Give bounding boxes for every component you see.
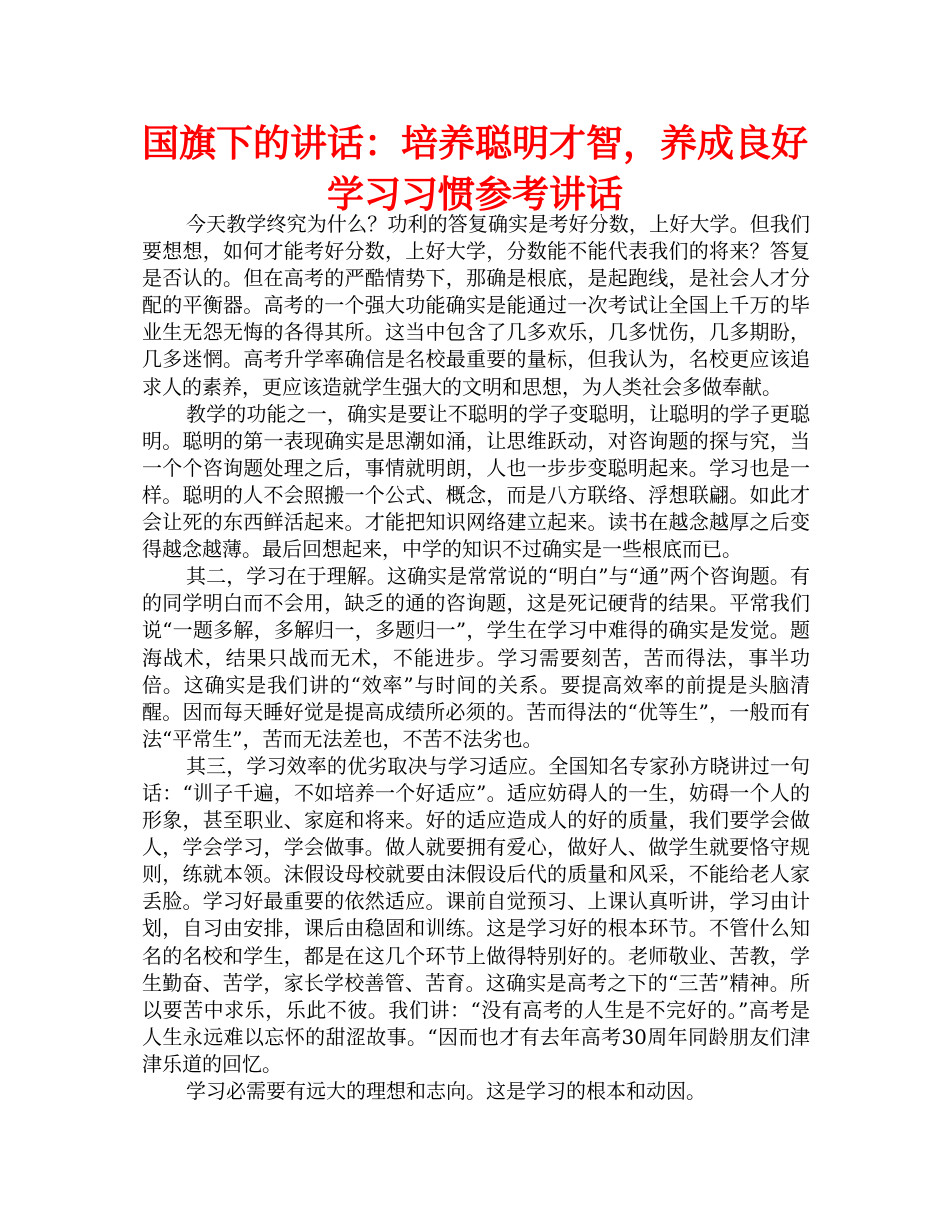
paragraph: 学习必需要有远大的理想和志向。这是学习的根本和动因。 [186, 1079, 706, 1103]
paragraph: 其二，学习在于理解。这确实是常常说的“明白”与“通”两个咨询题。有的同学明白而不会用，缺乏的通的咨询题，这是死记硬背的结果。平常我们说“一题多解，多解归一，多题归一”，学生在学习中难得的确实是发觉。题海战术，结果只战而无术，不能进步。学习需要刻苦，苦而得法，事半功倍。这确实是我们讲的“效率”与时间的关系。要提高效率的前提是头脑清醒。因而每天睡好觉是提高成绩所必须的。苦而得法的“优等生”，一般而有法“平常生”，苦而无法差也，不苦不法劣也。 [142, 564, 810, 751]
paragraph: 今天教学终究为什么？功利的答复确实是考好分数，上好大学。但我们要想想，如何才能考好分数，上好大学，分数能不能代表我们的将来？答复是否认的。但在高考的严酷情势下，那确是根底，是起跑线，是社会人才分配的平衡器。高考的一个强大功能确实是能通过一次考试让全国上千万的毕业生无怨无悔的各得其所。这当中包含了几多欢乐，几多忧伤，几多期盼，几多迷惘。高考升学率确信是名校最重要的量标，但我认为，名校更应该追求人的素养，更应该造就学生强大的文明和思想，为人类社会多做奉献。 [142, 212, 810, 399]
document-body [142, 211, 810, 1105]
paragraph: 其三，学习效率的优劣取决与学习适应。全国知名专家孙方晓讲过一句话：“训子千遍，不如培养一个好适应”。适应妨碍人的一生，妨碍一个人的形象，甚至职业、家庭和将来。好的适应造成人的好的质量，我们要学会做人，学会学习，学会做事。做人就要拥有爱心，做好人、做学生就要恪守规则，练就本领。沫假设母校就要由沫假设后代的质量和风采，不能给老人家丢脸。学习好最重要的依然适应。课前自觉预习、上课认真听讲，学习由计划，自习由安排，课后由稳固和训练。这是学习好的根本环节。不管什么知名的名校和学生，都是在这几个环节上做得特别好的。老师敬业、苦教，学生勤奋、苦学，家长学校善管、苦育。这确实是高考之下的“三苦”精神。所以要苦中求乐，乐此不彼。我们讲：“没有高考的人生是不完好的。”高考是人生永远难以忘怀的甜涩故事。“因而也才有去年高考30周年同龄朋友们津津乐道的回忆。 [142, 753, 810, 1076]
document-title: 国旗下的讲话：培养聪明才智，养成良好学习习惯参考讲话 [142, 122, 808, 216]
paragraph: 教学的功能之一，确实是要让不聪明的学子变聪明，让聪明的学子更聪明。聪明的第一表现确实是思潮如涌，让思维跃动，对咨询题的探与究，当一个个咨询题处理之后，事情就明朗，人也一步步变聪明起来。学习也是一样。聪明的人不会照搬一个公式、概念，而是八方联络、浮想联翩。如此才会让死的东西鲜活起来。才能把知识网络建立起来。读书在越念越厚之后变得越念越薄。最后回想起来，中学的知识不过确实是一些根底而已。 [142, 401, 810, 562]
